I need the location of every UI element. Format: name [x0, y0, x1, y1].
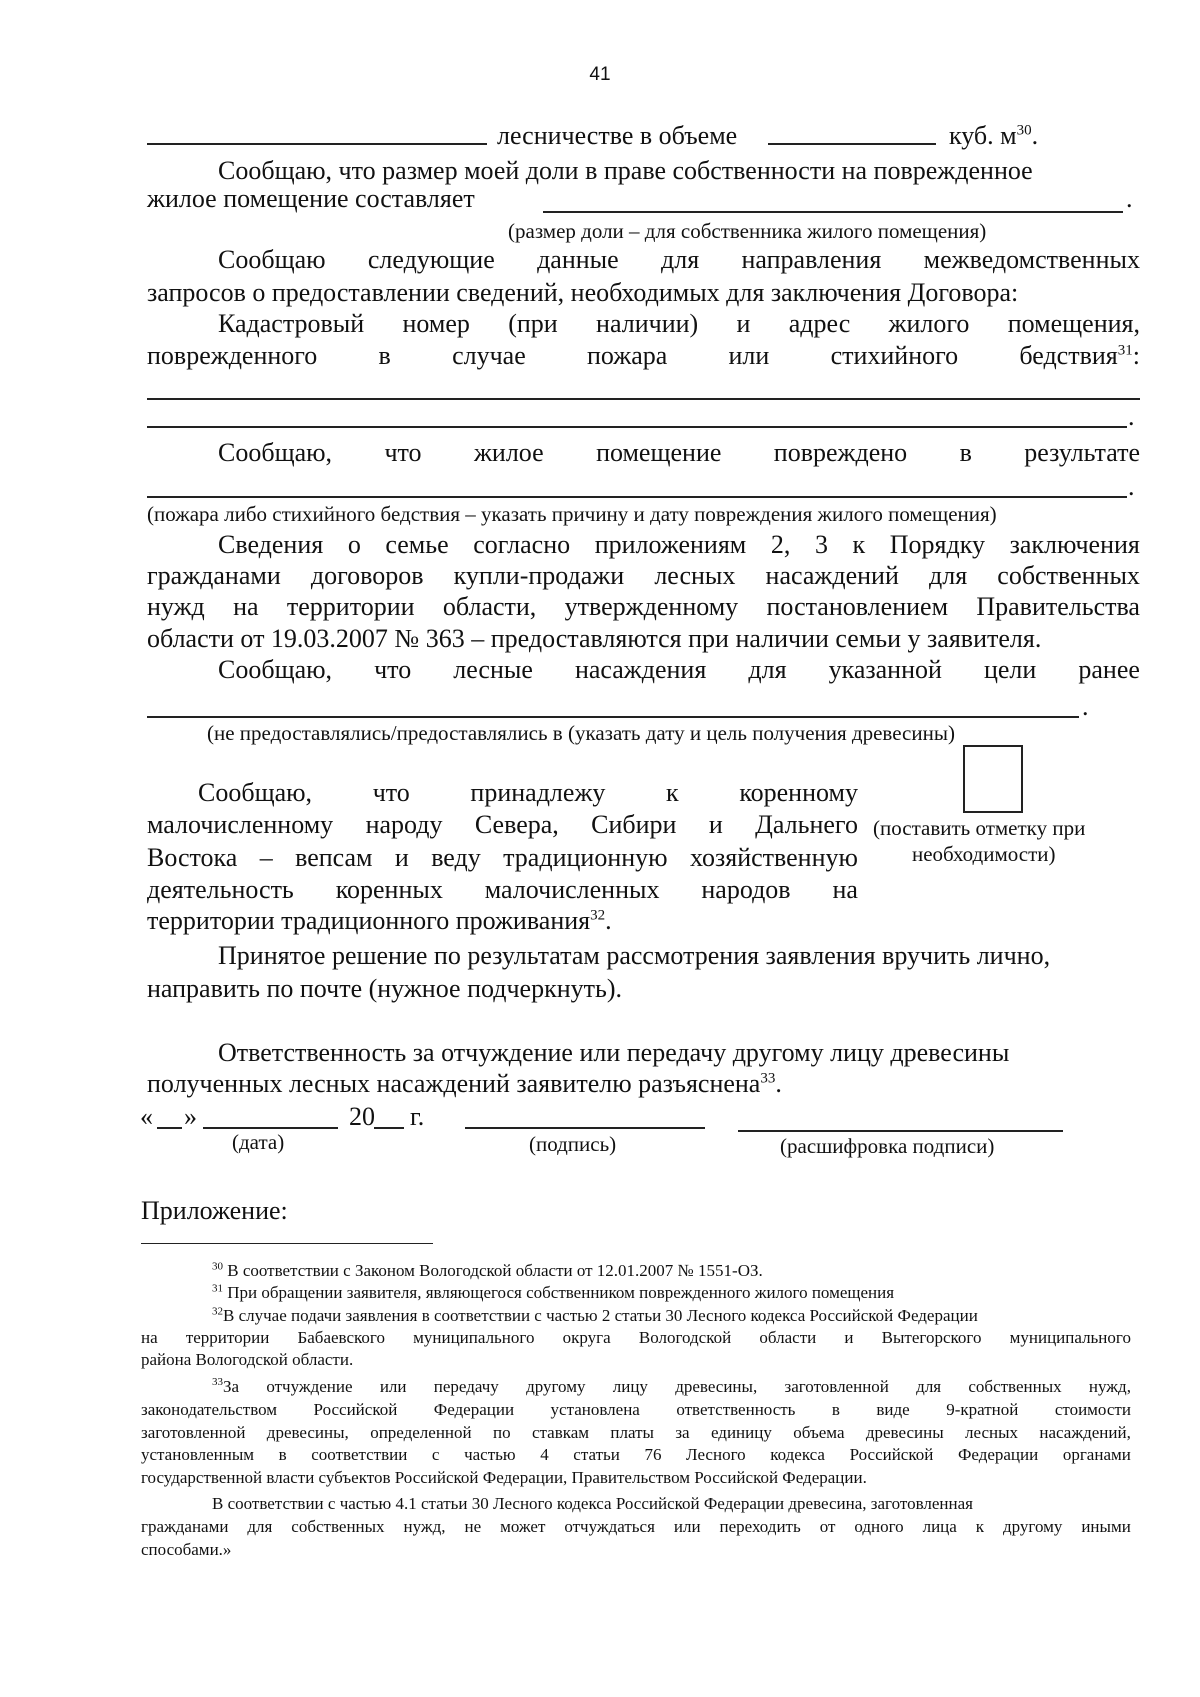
year-blank [374, 1127, 404, 1129]
decision-delivery-line1: Принятое решение по результатам рассмотрения заявления вручить лично, [218, 941, 1051, 970]
footnote-ref-33: 33 [760, 1070, 776, 1087]
previous-plantings-caption: (не предоставлялись/предоставлялись в (указать дату и цель получения древесины) [207, 721, 955, 745]
cadastral-number-line2: поврежденного в случае пожара или стихийного бедствия$^{31}$: [147, 341, 1140, 370]
family-info-line2: гражданами договоров купли-продажи лесных насаждений для собственных [147, 561, 1140, 590]
footnote-extra-line2: гражданами для собственных нужд, не может отчуждаться или переходить от одного лица к другому иными [141, 1517, 1131, 1536]
footnote-ref-30: 30 [1016, 122, 1032, 139]
footnote-33-line5: государственной власти субъектов Российской Федерации, Правительством Российской Федерации. [141, 1468, 867, 1487]
footnote-33-line1: 33За отчуждение или передачу другому лицу древесины, заготовленной для собственных нужд, [212, 1376, 1131, 1396]
footnote-extra-line3: способами.» [141, 1540, 232, 1559]
date-label: (дата) [232, 1130, 285, 1154]
footnote-extra-line1: В соответствии с частью 4.1 статьи 30 Лесного кодекса Российской Федерации древесина, заготовленная [212, 1494, 973, 1513]
volume-blank [768, 143, 936, 145]
share-size-line2: жилое помещение составляет [147, 184, 475, 213]
date-quote-close: » [184, 1102, 197, 1131]
responsibility-line1: Ответственность за отчуждение или передачу другому лицу древесины [218, 1038, 1010, 1067]
damage-cause-blank [147, 496, 1127, 498]
footnote-32-line3: района Вологодской области. [141, 1350, 354, 1369]
responsibility-line2: полученных лесных насаждений заявителю разъяснена$^{33}$. [147, 1069, 782, 1098]
interagency-requests-line2: запросов о предоставлении сведений, необходимых для заключения Договора: [147, 278, 1019, 307]
date-quote-open: « [140, 1102, 153, 1131]
month-blank [203, 1127, 338, 1129]
indigenous-line5: территории традиционного проживания$^{32}$. [147, 906, 612, 935]
indigenous-line3: Востока – вепсам и веду традиционную хозяйственную [147, 843, 858, 872]
family-info-line3: нужд на территории области, утвержденному постановлением Правительства [147, 592, 1140, 621]
checkbox-caption-line1: (поставить отметку при [873, 816, 1086, 840]
cadastral-blank-1 [147, 398, 1140, 400]
share-size-line1: Сообщаю, что размер моей доли в праве собственности на поврежденное [218, 156, 1033, 185]
signature-decode-blank [738, 1130, 1063, 1132]
footnote-ref-31: 31 [1117, 342, 1133, 359]
period: . [1126, 184, 1133, 213]
indigenous-checkbox [963, 745, 1023, 813]
forestry-volume-text: лесничестве в объеме [497, 121, 738, 150]
previous-plantings-line1: Сообщаю, что лесные насаждения для указанной цели ранее [218, 655, 1140, 684]
cadastral-number-line1: Кадастровый номер (при наличии) и адрес жилого помещения, [218, 309, 1140, 338]
damage-cause-line1: Сообщаю, что жилое помещение повреждено в результате [218, 438, 1140, 467]
share-size-caption: (размер доли – для собственника жилого помещения) [508, 219, 987, 243]
family-info-line1: Сведения о семье согласно приложениям 2, 3 к Порядку заключения [218, 530, 1140, 559]
year-suffix: г. [410, 1102, 425, 1131]
footnote-32-line2: на территории Бабаевского муниципального округа Вологодской области и Вытегорского муниципального [141, 1328, 1131, 1347]
year-prefix: 20 [349, 1102, 375, 1131]
decision-delivery-line2: направить по почте (нужное подчеркнуть). [147, 974, 623, 1003]
share-size-blank [543, 211, 1123, 213]
footnote-33-line4: установленным в соответствии с частью 4 статьи 76 Лесного кодекса Российской Федерации органами [141, 1445, 1131, 1464]
family-info-line4: области от 19.03.2007 № 363 – предоставляются при наличии семьи у заявителя. [147, 624, 1042, 653]
day-blank [157, 1127, 182, 1129]
footnote-31: $^{31}$ При обращении заявителя, являющегося собственником поврежденного жилого помещения [212, 1282, 895, 1302]
cadastral-blank-2 [147, 426, 1127, 428]
page-number: 41 [589, 64, 611, 85]
cubic-meter-unit: куб. $м^{30}$. [949, 121, 1039, 150]
indigenous-line2: малочисленному народу Севера, Сибири и Дальнего [147, 810, 858, 839]
previous-plantings-blank [147, 716, 1079, 718]
appendix-heading: Приложение: [141, 1196, 288, 1225]
signature-label: (подпись) [529, 1132, 617, 1156]
signature-decode-label: (расшифровка подписи) [780, 1134, 995, 1158]
forestry-name-blank [147, 143, 487, 145]
indigenous-line4: деятельность коренных малочисленных народов на [147, 875, 858, 904]
period: . [1082, 692, 1089, 721]
footnote-33-line2: законодательством Российской Федерации установлена ответственность в виде 9-кратной стоимости [141, 1400, 1131, 1419]
interagency-requests-line1: Сообщаю следующие данные для направления межведомственных [218, 245, 1140, 274]
checkbox-caption-line2: необходимости) [912, 842, 1056, 866]
damage-cause-caption: (пожара либо стихийного бедствия – указать причину и дату повреждения жилого помещения) [147, 502, 997, 526]
period: . [1128, 472, 1135, 501]
footnote-30: $^{30}$ В соответствии с Законом Вологодской области от 12.01.2007 № 1551-ОЗ. [212, 1260, 763, 1280]
indigenous-line1: Сообщаю, что принадлежу к коренному [198, 778, 858, 807]
signature-blank [465, 1127, 705, 1129]
footnote-separator [141, 1243, 433, 1244]
footnote-ref-32: 32 [590, 907, 606, 924]
footnote-33-line3: заготовленной древесины, определенной по ставкам платы за единицу объема древесины лесных насаждений, [141, 1423, 1131, 1442]
period: . [1128, 402, 1135, 431]
footnote-32-line1: $^{32}$В случае подачи заявления в соответствии с частью 2 статьи 30 Лесного кодекса Российской Федерации [212, 1305, 978, 1325]
